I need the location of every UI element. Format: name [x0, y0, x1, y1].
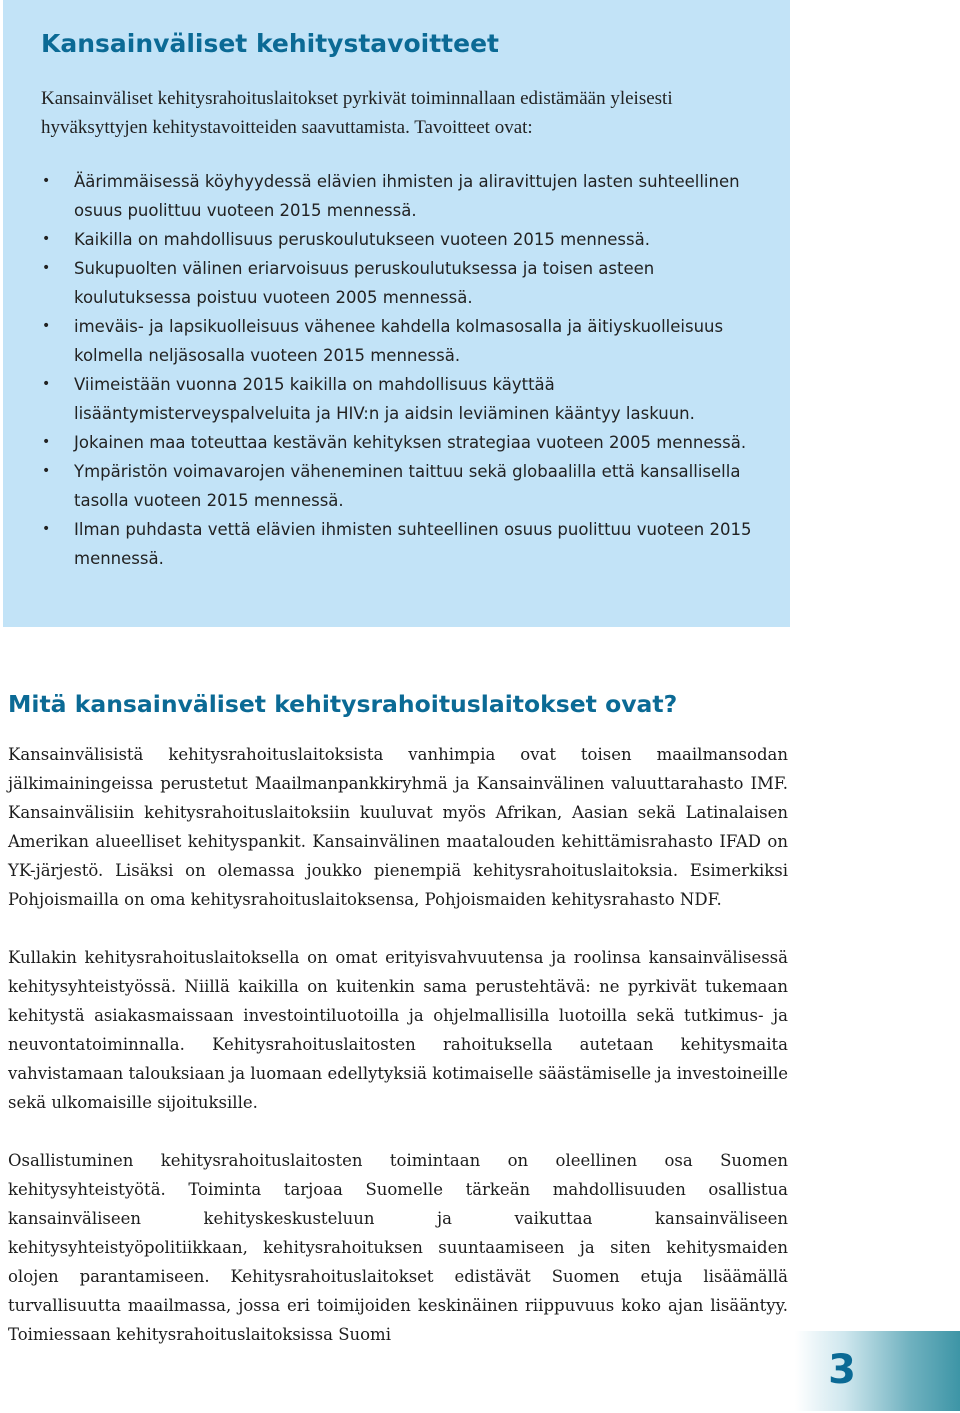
- goal-item: [41, 167, 760, 225]
- goals-box-intro: Kansainväliset kehitysrahoituslaitokset pyrkivät toiminnallaan edistämään yleisesti hyväksyttyjen kehitystavoitteiden saavuttamista. Tavoitteet ovat:: [41, 88, 673, 138]
- goal-item: [41, 254, 760, 312]
- bullet-icon: •: [42, 173, 51, 189]
- goals-list: [41, 167, 760, 573]
- goals-box: [3, 0, 790, 627]
- goal-text: Äärimmäisessä köyhyydessä elävien ihmisten ja aliravittujen lasten suhteellinen osuus puolittuu vuoteen 2015 mennessä.: [74, 172, 740, 220]
- bullet-icon: •: [42, 231, 51, 247]
- bullet-icon: •: [42, 521, 51, 537]
- section-title: Mitä kansainväliset kehitysrahoituslaitokset ovat?: [8, 690, 678, 718]
- goal-text: Viimeistään vuonna 2015 kaikilla on mahdollisuus käyttää lisääntymisterveyspalveluita ja HIV:n ja aidsin leviäminen kääntyy laskuun.: [74, 375, 695, 423]
- goal-text: Ympäristön voimavarojen väheneminen taittuu sekä globaalilla että kansallisella tasolla vuoteen 2015 mennessä.: [74, 462, 741, 510]
- main-section: [8, 684, 788, 1349]
- goal-item: [41, 457, 760, 515]
- page-number: 3: [828, 1347, 856, 1393]
- bullet-icon: •: [42, 463, 51, 479]
- bullet-icon: •: [42, 318, 51, 334]
- goal-item: [41, 370, 760, 428]
- goal-item: [41, 515, 760, 573]
- goal-item: [41, 312, 760, 370]
- paragraph-roles: Kullakin kehitysrahoituslaitoksella on omat erityisvahvuutensa ja roolinsa kansainvälisessä kehitysyhteistyössä. Niillä kaikilla on kuitenkin sama perustehtävä: ne pyrkivät tukemaan kehitystä asiakasmaissaan investointiluotoilla ja ohjelmallisilla luotoilla sekä tutkimus- ja neuvontatoiminnalla. Kehitysrahoituslaitosten rahoituksella autetaan kehitysmaita vahvistamaan talouksiaan ja luomaan edellytyksiä kotimaiselle säästämiselle ja investoineille sekä ulkomaisille sijoituksille.: [8, 948, 788, 1112]
- goals-box-title: Kansainväliset kehitystavoitteet: [41, 29, 499, 58]
- paragraph-institutions: Kansainvälisistä kehitysrahoituslaitoksista vanhimpia ovat toisen maailmansodan jälkimainingeissa perustetut Maailmanpankkiryhmä ja Kansainvälinen valuuttarahasto IMF. Kansainvälisiin kehitysrahoituslaitoksiin kuuluvat myös Afrikan, Aasian sekä Latinalaisen Amerikan alueelliset kehityspankit. Kansainvälinen maatalouden kehittämisrahasto IFAD on YK-järjestö. Lisäksi on olemassa joukko pienempiä kehitysrahoituslaitoksia. Esimerkiksi Pohjoismailla on oma kehitysrahoituslaitoksensa, Pohjoismaiden kehitysrahasto NDF.: [8, 745, 788, 909]
- goal-item: [41, 428, 760, 457]
- goal-text: Kaikilla on mahdollisuus peruskoulutukseen vuoteen 2015 mennessä.: [74, 230, 650, 249]
- goal-text: Jokainen maa toteuttaa kestävän kehityksen strategiaa vuoteen 2005 mennessä.: [74, 433, 747, 452]
- bullet-icon: •: [42, 260, 51, 276]
- bullet-icon: •: [42, 376, 51, 392]
- paragraph-finland-participation: Osallistuminen kehitysrahoituslaitosten toimintaan on oleellinen osa Suomen kehitysyhteistyötä. Toiminta tarjoaa Suomelle tärkeän mahdollisuuden osallistua kansainväliseen kehityskeskusteluun ja vaikuttaa kansainväliseen kehitysyhteistyöpolitiikkaan, kehitysrahoituksen suuntaamiseen ja siten kehitysmaiden olojen parantamiseen. Kehitysrahoituslaitokset edistävät Suomen etuja lisäämällä turvallisuutta maailmassa, jossa eri toimijoiden keskinäinen riippuvuus koko ajan lisääntyy. Toimiessaan kehitysrahoituslaitoksissa Suomi: [8, 1151, 788, 1344]
- goal-text: imeväis- ja lapsikuolleisuus vähenee kahdella kolmasosalla ja äitiyskuolleisuus kolmella neljäsosalla vuoteen 2015 mennessä.: [74, 317, 724, 365]
- bullet-icon: •: [42, 434, 51, 450]
- goal-text: Ilman puhdasta vettä elävien ihmisten suhteellinen osuus puolittuu vuoteen 2015 mennessä.: [74, 520, 752, 568]
- goal-item: [41, 225, 760, 254]
- goal-text: Sukupuolten välinen eriarvoisuus peruskoulutuksessa ja toisen asteen koulutuksessa poistuu vuoteen 2005 mennessä.: [74, 259, 655, 307]
